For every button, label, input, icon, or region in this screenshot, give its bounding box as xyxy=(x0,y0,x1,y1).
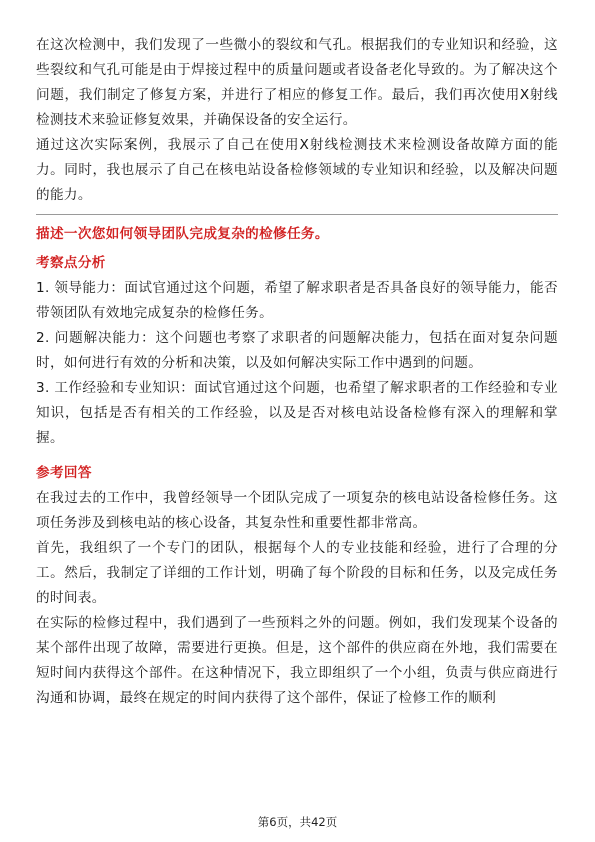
page-number-footer: 第6页，共42页 xyxy=(257,815,338,829)
intro-paragraph-1: 在这次检测中，我们发现了一些微小的裂纹和气孔。根据我们的专业知识和经验，这些裂纹和气孔可能是由于焊接过程中的质量问题或者设备老化导致的。为了解决这个问题，我们制定了修复方案，并进行了相应的修复工作。最后，我们再次使用X射线检测技术来验证修复效果，并确保设备的安全运行。 xyxy=(36,37,558,128)
answer-heading: 参考回答 xyxy=(36,465,92,481)
answer-paragraph-2: 首先，我组织了一个专门的团队，根据每个人的专业技能和经验，进行了合理的分工。然后，我制定了详细的工作计划，明确了每个阶段的目标和任务，以及完成任务的时间表。 xyxy=(36,540,558,606)
analysis-item-2: 2. 问题解决能力：这个问题也考察了求职者的问题解决能力，包括在面对复杂问题时，如何进行有效的分析和决策，以及如何解决实际工作中遇到的问题。 xyxy=(36,330,558,371)
analysis-item-3: 3. 工作经验和专业知识：面试官通过这个问题，也希望了解求职者的工作经验和专业知识，包括是否有相关的工作经验，以及是否对核电站设备检修有深入的理解和掌握。 xyxy=(36,380,558,446)
question-heading: 描述一次您如何领导团队完成复杂的检修任务。 xyxy=(36,226,329,242)
answer-paragraph-3: 在实际的检修过程中，我们遇到了一些预料之外的问题。例如，我们发现某个设备的某个部件出现了故障，需要进行更换。但是，这个部件的供应商在外地，我们需要在短时间内获得这个部件。在这种情况下，我立即组织了一个小组，负责与供应商进行沟通和协调，最终在规定的时间内获得了这个部件，保证了检修工作的顺利 xyxy=(36,615,558,706)
answer-paragraph-1: 在我过去的工作中，我曾经领导一个团队完成了一项复杂的核电站设备检修任务。这项任务涉及到核电站的核心设备，其复杂性和重要性都非常高。 xyxy=(36,490,558,531)
page-content xyxy=(36,33,558,711)
analysis-item-1: 1. 领导能力：面试官通过这个问题，希望了解求职者是否具备良好的领导能力，能否带领团队有效地完成复杂的检修任务。 xyxy=(36,280,558,321)
analysis-heading: 考察点分析 xyxy=(36,255,106,271)
intro-paragraph-2: 通过这次实际案例，我展示了自己在使用X射线检测技术来检测设备故障方面的能力。同时，我也展示了自己在核电站设备检修领域的专业知识和经验，以及解决问题的能力。 xyxy=(36,137,558,203)
section-divider xyxy=(36,214,558,215)
